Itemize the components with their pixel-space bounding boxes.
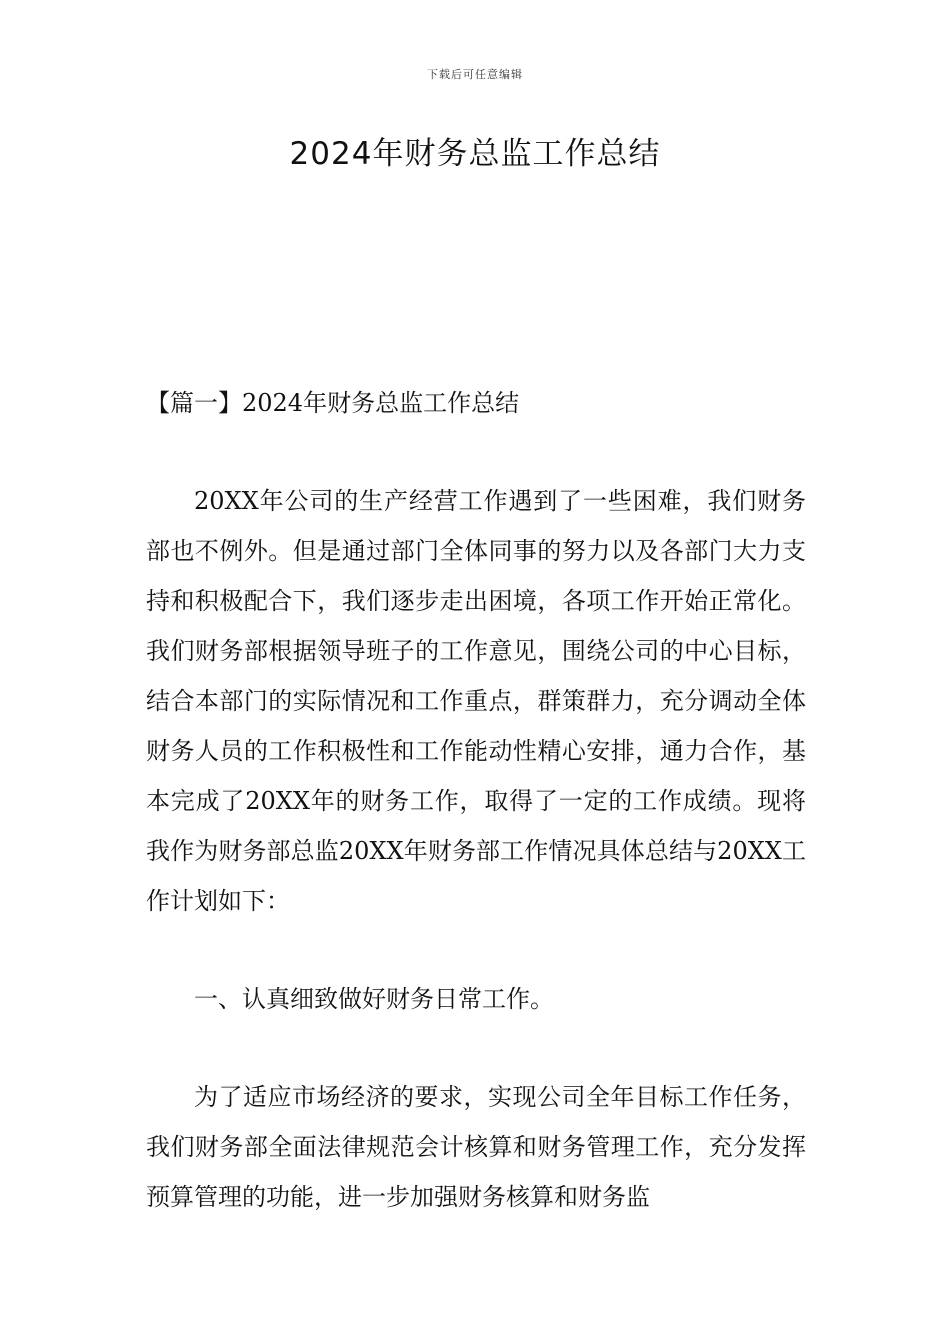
paragraph-intro: 20XX年公司的生产经营工作遇到了一些困难，我们财务部也不例外。但是通过部门全体同事的努力以及各部门大力支持和积极配合下，我们逐步走出困境，各项工作开始正常化。我们财务部根据领导班子的工作意见，围绕公司的中心目标，结合本部门的实际情况和工作重点，群策群力，充分调动全体财务人员的工作积极性和工作能动性精心安排，通力合作，基本完成了20XX年的财务工作，取得了一定的工作成绩。现将我作为财务部总监20XX年财务部工作情况具体总结与20XX工作计划如下：: [146, 487, 806, 915]
header-note: 下载后可任意编辑: [427, 68, 523, 81]
section-heading: 【篇一】2024年财务总监工作总结: [146, 389, 520, 417]
paragraph-section-one-body: 为了适应市场经济的要求，实现公司全年目标工作任务，我们财务部全面法律规范会计核算和财务管理工作，充分发挥预算管理的功能，进一步加强财务核算和财务监: [146, 1083, 806, 1211]
document-body: [146, 378, 806, 1222]
paragraph-section-one-heading: 一、认真细致做好财务日常工作。: [194, 985, 554, 1013]
document-title: 2024年财务总监工作总结: [289, 136, 661, 172]
